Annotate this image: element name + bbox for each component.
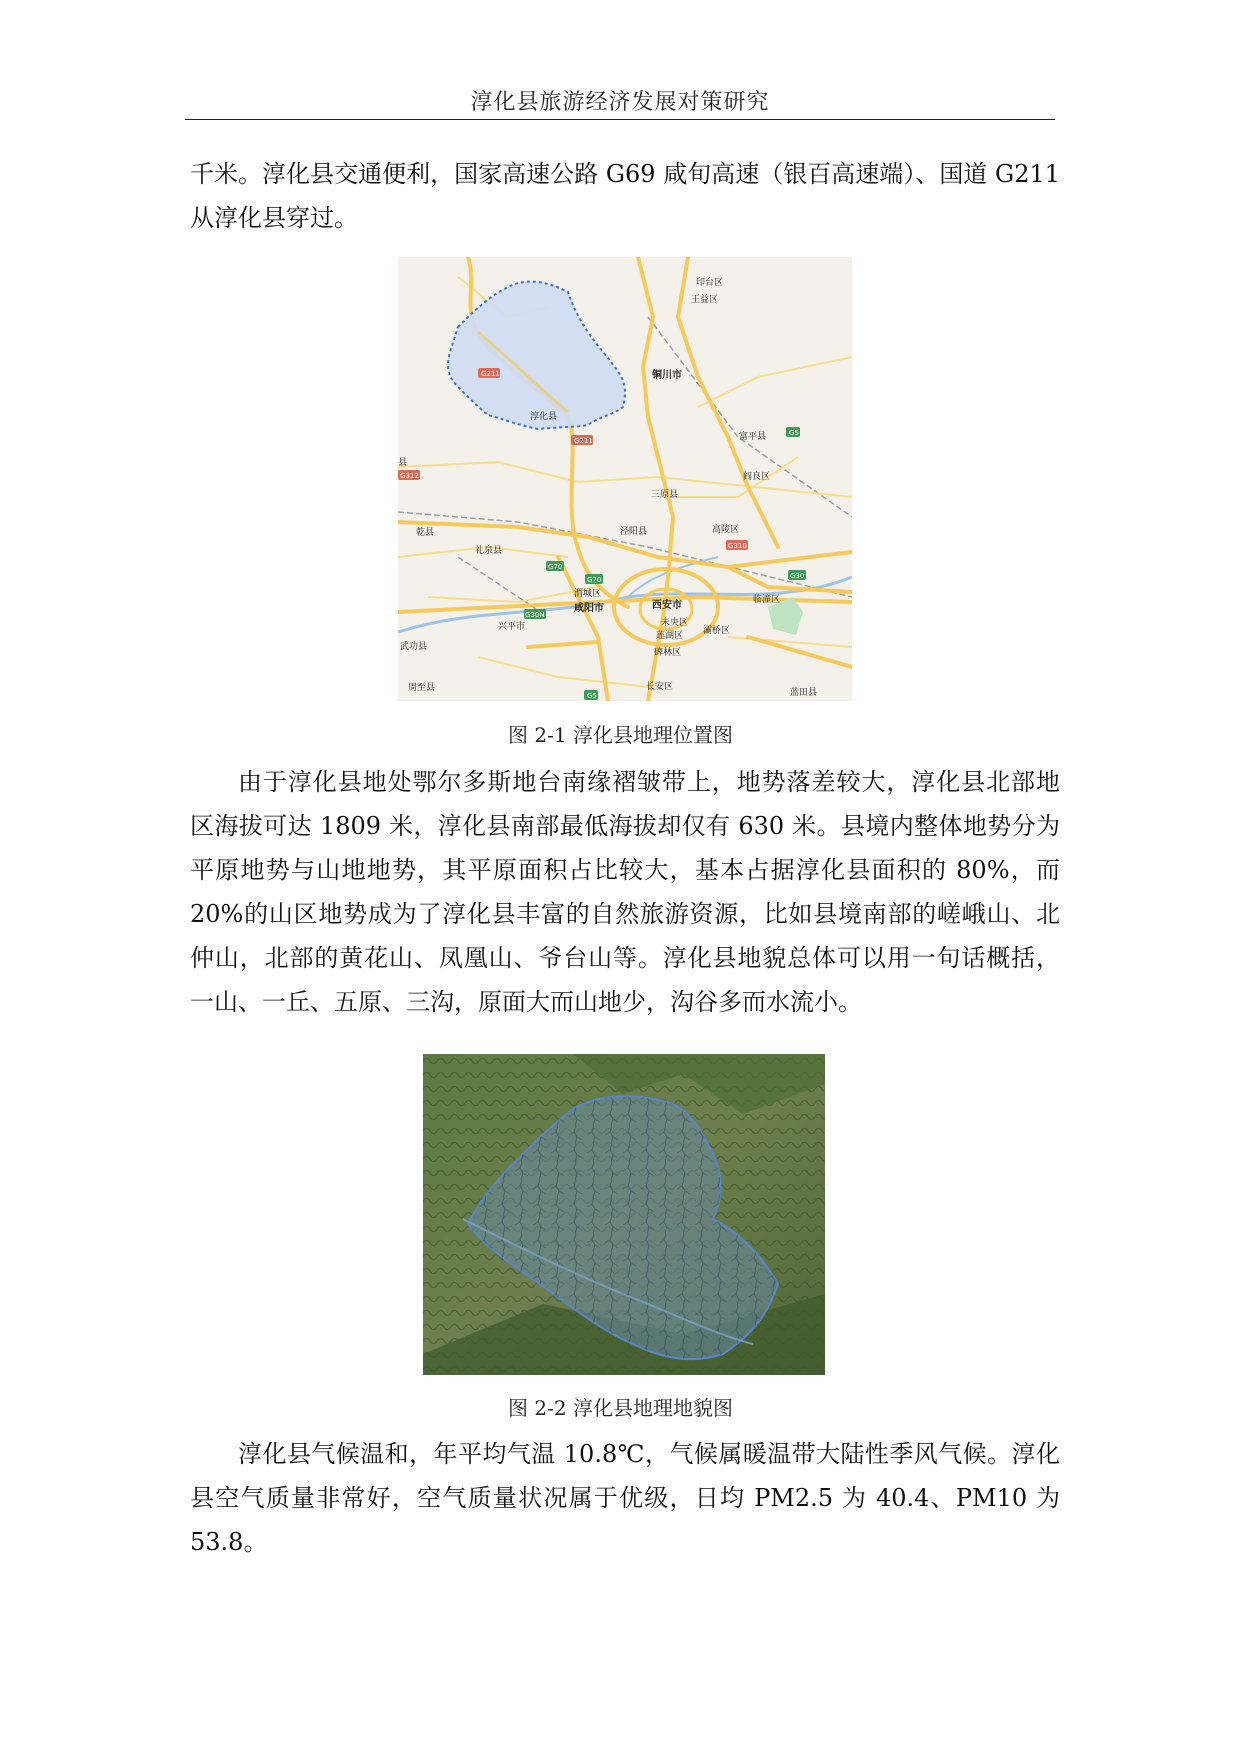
label-wugong: 武功县 bbox=[400, 642, 428, 652]
paragraph-1-line-2: 从淳化县穿过。 bbox=[190, 204, 358, 232]
paragraph-2-line-1: 由于淳化县地处鄂尔多斯地台南缘褶皱带上，地势落差较大，淳化县北部地 bbox=[238, 768, 1060, 796]
label-yanliang: 阎良区 bbox=[743, 472, 771, 482]
paragraph-2 bbox=[190, 760, 1060, 1024]
svg-text:G5: G5 bbox=[587, 692, 597, 700]
label-edge-county: 县 bbox=[398, 458, 408, 468]
terrain-satellite-graphic bbox=[423, 1054, 825, 1375]
paragraph-3-line-2: 县空气质量非常好，空气质量状况属于优级，日均 PM2.5 为 40.4、PM10 为 bbox=[190, 1484, 1060, 1512]
shield-g30 bbox=[788, 570, 806, 580]
label-liquan: 礼泉县 bbox=[475, 546, 503, 556]
paragraph-2-line-6: 一山、一丘、五原、三沟，原面大而山地少，沟谷多而水流小。 bbox=[190, 988, 862, 1016]
label-xian: 西安市 bbox=[652, 600, 682, 611]
label-lianhu: 莲湖区 bbox=[656, 631, 684, 641]
label-qianxian: 乾县 bbox=[416, 528, 435, 538]
label-changan: 长安区 bbox=[646, 682, 674, 692]
label-baqiao: 灞桥区 bbox=[703, 626, 731, 636]
paragraph-2-line-4: 20%的山区地势成为了淳化县丰富的自然旅游资源，比如县境南部的嵯峨山、北 bbox=[190, 900, 1060, 928]
paragraph-3-line-1: 淳化县气候温和，年平均气温 10.8℃，气候属暖温带大陆性季风气候。淳化 bbox=[238, 1440, 1060, 1468]
label-xianyang: 咸阳市 bbox=[574, 603, 604, 614]
figure-2-caption: 图 2-2 淳化县地理地貌图 bbox=[508, 1396, 733, 1420]
label-weicheng: 渭城区 bbox=[574, 589, 602, 599]
label-jingyang: 泾阳县 bbox=[620, 527, 648, 537]
shield-g312 bbox=[398, 470, 420, 480]
svg-text:G5: G5 bbox=[789, 429, 799, 437]
svg-text:G70: G70 bbox=[548, 563, 563, 571]
location-map bbox=[398, 257, 852, 701]
label-chunhua: 淳化县 bbox=[530, 412, 558, 422]
label-beilin: 碑林区 bbox=[654, 648, 682, 658]
paragraph-1 bbox=[190, 152, 1060, 240]
shield-g30n bbox=[524, 609, 546, 619]
figure-1-caption: 图 2-1 淳化县地理位置图 bbox=[508, 723, 733, 747]
svg-text:G310: G310 bbox=[728, 542, 747, 550]
shield-g5b bbox=[584, 690, 598, 700]
svg-text:G312: G312 bbox=[400, 472, 419, 480]
running-header: 淳化县旅游经济发展对策研究 bbox=[470, 90, 770, 115]
paragraph-2-line-3: 平原地势与山地地势，其平原面积占比较大，基本占据淳化县面积的 80%，而 bbox=[190, 856, 1060, 884]
location-map-graphic bbox=[398, 257, 852, 701]
label-sanyuan: 三原县 bbox=[651, 490, 679, 500]
svg-text:G211: G211 bbox=[481, 370, 500, 378]
shield-g211b bbox=[571, 435, 593, 445]
svg-text:G30N: G30N bbox=[525, 611, 545, 619]
label-zhouzhi: 周至县 bbox=[408, 683, 436, 693]
paragraph-2-line-2: 区海拔可达 1809 米，淳化县南部最低海拔却仅有 630 米。县境内整体地势分为 bbox=[190, 812, 1060, 840]
terrain-satellite-image bbox=[423, 1054, 825, 1375]
label-tongchuan: 铜川市 bbox=[652, 370, 682, 381]
shield-g310 bbox=[726, 540, 748, 550]
paragraph-3 bbox=[190, 1432, 1060, 1564]
label-lantian: 蓝田县 bbox=[790, 688, 818, 698]
svg-text:G30: G30 bbox=[790, 572, 805, 580]
label-wangyi: 王益区 bbox=[691, 295, 719, 305]
shield-g70b bbox=[585, 574, 603, 584]
paragraph-1-line-1: 千米。淳化县交通便利，国家高速公路 G69 咸旬高速（银百高速端）、国道 G211 bbox=[190, 160, 1060, 188]
label-gaoling: 高陵区 bbox=[712, 525, 740, 535]
label-weiyang: 未央区 bbox=[661, 618, 689, 628]
shield-g5a bbox=[786, 427, 800, 437]
label-fuping: 富平县 bbox=[739, 432, 767, 442]
header-rule bbox=[185, 119, 1055, 120]
shield-g70a bbox=[546, 561, 564, 571]
shield-g211a bbox=[478, 368, 500, 378]
label-yintai: 印台区 bbox=[696, 278, 724, 288]
svg-text:G70: G70 bbox=[587, 576, 602, 584]
paragraph-2-line-5: 仲山，北部的黄花山、凤凰山、爷台山等。淳化县地貌总体可以用一句话概括， bbox=[190, 944, 1060, 972]
svg-text:G211: G211 bbox=[574, 437, 593, 445]
label-xingping: 兴平市 bbox=[498, 622, 526, 632]
paragraph-3-line-3: 53.8。 bbox=[190, 1528, 268, 1556]
label-lintong: 临潼区 bbox=[753, 595, 781, 605]
